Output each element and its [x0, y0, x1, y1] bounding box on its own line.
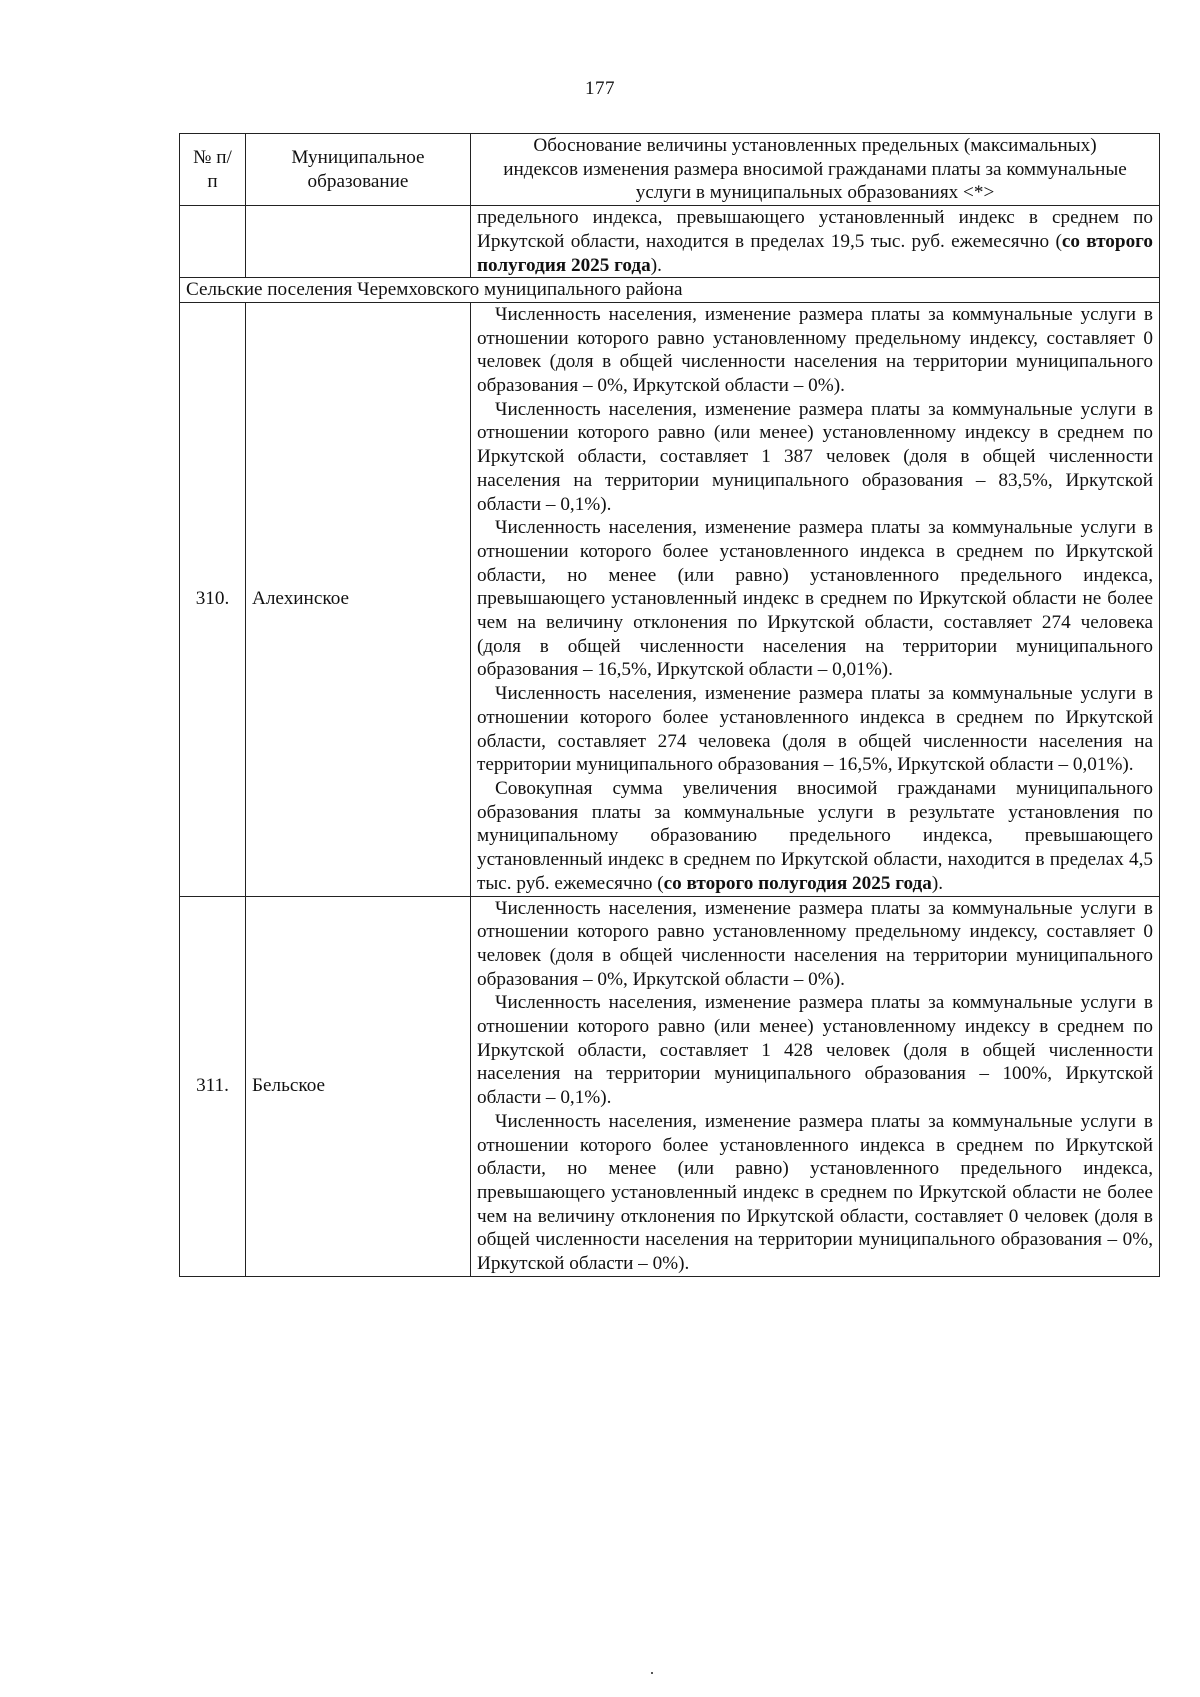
total-paragraph: Совокупная сумма увеличения вносимой гражданами муниципального образования платы за коммунальные услуги в результате установления по муниципальному образованию предельного индекса, превышающего установленный индекс в среднем по Иркутской области, находится в пределах 4,5 тыс. руб. ежемесячно (со второго полугодия 2025 года).: [477, 777, 1153, 894]
paragraph: Численность населения, изменение размера платы за коммунальные услуги в отношении которого равно (или менее) установленному индексу в среднем по Иркутской области, составляет 1 428 человек (доля в общей численности населения на территории муниципального образования – 100%, Иркутской области – 0,1%).: [477, 992, 1153, 1109]
section-title: Сельские поселения Черемховского муниципального района: [180, 278, 1160, 303]
row-number: 310.: [180, 302, 246, 896]
paragraph: Численность населения, изменение размера платы за коммунальные услуги в отношении которого равно установленному предельному индексу, составляет 0 человек (доля в общей численности населения на территории муниципального образования – 0%, Иркутской области – 0%).: [477, 303, 1153, 397]
page-number: 177: [585, 78, 615, 99]
row-number: 311.: [180, 896, 246, 1276]
paragraph: Численность населения, изменение размера платы за коммунальные услуги в отношении которого равно (или менее) установленному индексу в среднем по Иркутской области, составляет 1 387 человек (доля в общей численности населения на территории муниципального образования – 83,5%, Иркутской области – 0,1%).: [477, 398, 1153, 515]
header-justification: Обоснование величины установленных предельных (максимальных) индексов изменения размера вносимой гражданами платы за коммунальные услуги в муниципальных образованиях <*>: [471, 134, 1160, 206]
continuation-cell: [471, 206, 1160, 278]
justification-cell: [471, 896, 1160, 1276]
continuation-paragraph: предельного индекса, превышающего установленный индекс в среднем по Иркутской области, находится в пределах 19,5 тыс. руб. ежемесячно (со второго полугодия 2025 года).: [477, 207, 1153, 276]
header-municipality: Муниципальное образование: [246, 134, 471, 206]
paragraph: Численность населения, изменение размера платы за коммунальные услуги в отношении которого более установленного индекса в среднем по Иркутской области, но менее (или равно) установленного предельного индекса, превышающего установленный индекс в среднем по Иркутской области не более чем на величину отклонения по Иркутской области, составляет 0 человек (доля в общей численности населения на территории муниципального образования – 0%, Иркутской области – 0%).: [477, 1110, 1153, 1275]
paragraph: Численность населения, изменение размера платы за коммунальные услуги в отношении которого более установленного индекса в среднем по Иркутской области, составляет 274 человека (доля в общей численности населения на территории муниципального образования – 16,5%, Иркутской области – 0,01%).: [477, 683, 1153, 776]
header-number: № п/п: [180, 134, 246, 206]
justification-cell: [471, 302, 1160, 896]
table-row: [180, 302, 1160, 896]
municipality-name: Бельское: [246, 896, 471, 1276]
municipality-name: Алехинское: [246, 302, 471, 896]
paragraph: Численность населения, изменение размера платы за коммунальные услуги в отношении которого более установленного индекса в среднем по Иркутской области, но менее (или равно) установленного предельного индекса, превышающего установленный индекс в среднем по Иркутской области не более чем на величину отклонения по Иркутской области, составляет 274 человека (доля в общей численности населения на территории муниципального образования – 16,5%, Иркутской области – 0,01%).: [477, 517, 1153, 681]
scan-speck: [651, 1672, 653, 1674]
justification-table: [179, 133, 1160, 1277]
table-header-row: [180, 134, 1160, 206]
paragraph: Численность населения, изменение размера платы за коммунальные услуги в отношении которого равно установленному предельному индексу, составляет 0 человек (доля в общей численности населения на территории муниципального образования – 0%, Иркутской области – 0%).: [477, 897, 1153, 990]
continuation-row: [180, 206, 1160, 278]
section-row: [180, 278, 1160, 303]
table-row: [180, 896, 1160, 1276]
